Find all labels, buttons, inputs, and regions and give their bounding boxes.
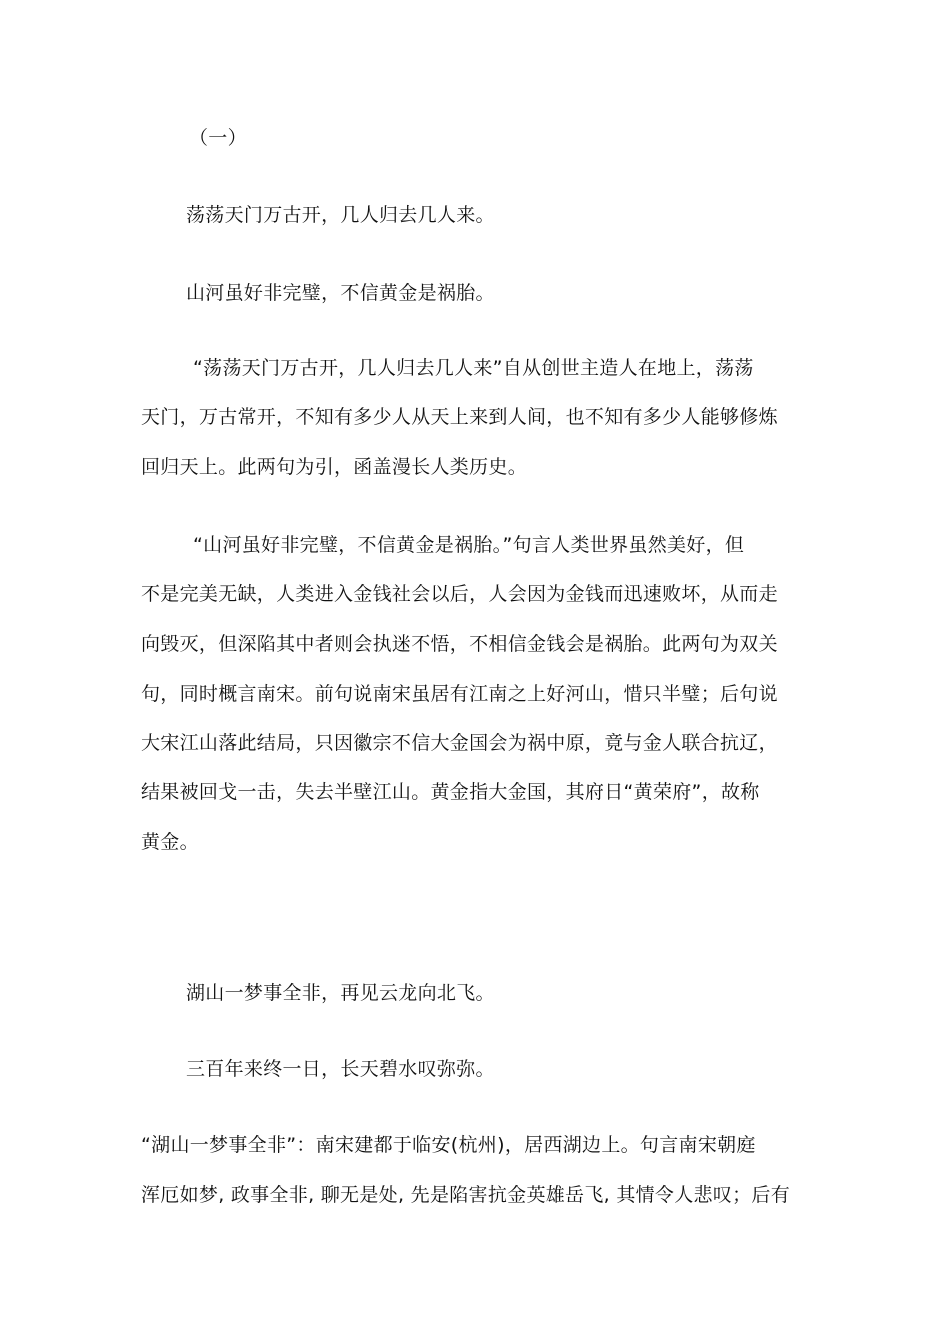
commentary2-line: 向毁灭，但深陷其中者则会执迷不悟，不相信金钱会是祸胎。此两句为双关 — [141, 633, 778, 655]
poem2-line2: 三百年来终一日，长天碧水叹弥弥。 — [186, 1058, 495, 1080]
commentary3-line: 浑厄如梦, 政事全非, 聊无是处, 先是陷害抗金英雄岳飞, 其情令人悲叹；后有 — [141, 1184, 791, 1206]
poem2-line1: 湖山一梦事全非，再见云龙向北飞。 — [186, 982, 495, 1004]
commentary1-line: 天门，万古常开，不知有多少人从天上来到人间，也不知有多少人能够修炼 — [141, 406, 778, 428]
commentary3-line: “湖山一梦事全非”：南宋建都于临安(杭州)，居西湖边上。句言南宋朝庭 — [141, 1134, 756, 1156]
commentary2-line: 黄金。 — [141, 831, 199, 853]
poem1-line1: 荡荡天门万古开，几人归去几人来。 — [186, 204, 495, 226]
commentary1-line: “荡荡天门万古开，几人归去几人来”自从创世主造人在地上，荡荡 — [193, 357, 754, 379]
section-heading: （一） — [189, 127, 247, 149]
commentary2-line: 结果被回戈一击，失去半壁江山。黄金指大金国，其府日“黄荣府”，故称 — [141, 781, 760, 803]
commentary2-line: 不是完美无缺，人类进入金钱社会以后，人会因为金钱而迅速败坏，从而走 — [141, 583, 778, 605]
commentary2-line: 句，同时概言南宋。前句说南宋虽居有江南之上好河山，惜只半璧；后句说 — [141, 683, 778, 705]
commentary1-line: 回归天上。此两句为引，函盖漫长人类历史。 — [141, 456, 528, 478]
commentary2-line: “山河虽好非完璧，不信黄金是祸胎。”句言人类世界虽然美好，但 — [193, 534, 745, 556]
commentary2-line: 大宋江山落此结局，只因徽宗不信大金国会为祸中原，竟与金人联合抗辽， — [141, 732, 778, 754]
poem1-line2: 山河虽好非完璧，不信黄金是祸胎。 — [186, 282, 495, 304]
